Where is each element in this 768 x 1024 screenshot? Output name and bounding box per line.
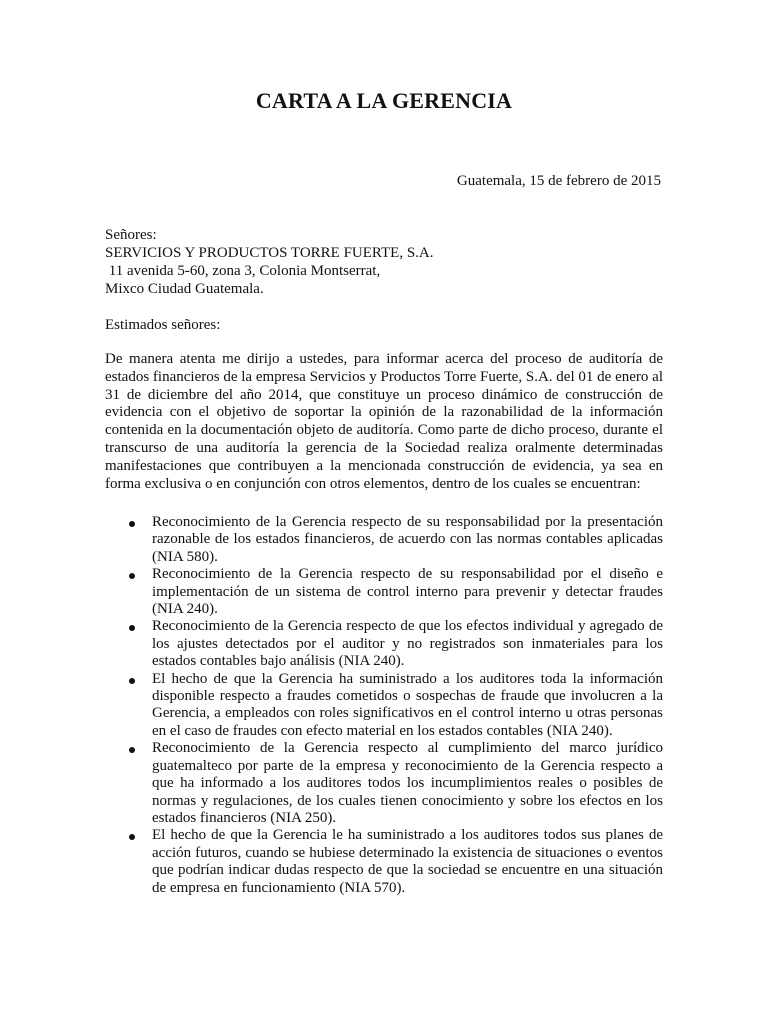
bullet-icon: [129, 625, 135, 631]
list-item-text: El hecho de que la Gerencia le ha suministrado a los auditores todos sus planes de acción futuros, cuando se hubiese determinado la existencia de situaciones o eventos que podrían indicar dudas respecto de que la sociedad se encuentre en una situación de empresa en funcionamiento (NIA 570).: [152, 827, 663, 896]
list-item-text: Reconocimiento de la Gerencia respecto de que los efectos individual y agregado de los ajustes detectados por el auditor y no registrados son inmateriales para los estados contables bajo análisis (NIA 240).: [152, 618, 663, 670]
list-item: [105, 827, 663, 897]
bullet-list: [105, 514, 663, 897]
bullet-icon: [129, 678, 135, 684]
list-item: [105, 671, 663, 741]
list-item: [105, 566, 663, 618]
bullet-icon: [129, 834, 135, 840]
list-item-text: El hecho de que la Gerencia ha suministrado a los auditores toda la información disponible respecto a fraudes cometidos o sospechas de fraude que involucren a la Gerencia, a empleados con roles significativos en el control interno u otras personas en el caso de fraudes con efecto material en los estados contables (NIA 240).: [152, 670, 663, 739]
list-item: [105, 514, 663, 566]
recipient-city: Mixco Ciudad Guatemala.: [105, 281, 264, 297]
recipient-address: 11 avenida 5-60, zona 3, Colonia Montserrat,: [105, 263, 381, 279]
page-title: CARTA A LA GERENCIA: [255, 88, 513, 113]
list-item: [105, 740, 663, 827]
recipient-greeting: Señores:: [105, 227, 157, 243]
salutation: Estimados señores:: [105, 317, 221, 333]
recipient-block: [105, 226, 434, 298]
bullet-icon: [129, 521, 135, 527]
body-paragraph: De manera atenta me dirijo a ustedes, para informar acerca del proceso de auditoría de estados financieros de la empresa Servicios y Productos Torre Fuerte, S.A. del 01 de enero al 31 de diciembre del año 2014, que constituye un proceso dinámico de construcción de evidencia con el objetivo de soportar la opinión de la razonabilidad de la información contenida en la documentación objeto de auditoría. Como parte de dicho proceso, durante el transcurso de una auditoría la gerencia de la Sociedad realiza oralmente determinadas manifestaciones que contribuyen a la mencionada construcción de evidencia, ya sea en forma exclusiva o en conjunción con otros elementos, dentro de los cuales se encuentran:: [105, 351, 663, 492]
bullet-icon: [129, 747, 135, 753]
list-item-text: Reconocimiento de la Gerencia respecto de su responsabilidad por la presentación razonable de los estados financieros, de acuerdo con las normas contables aplicadas (NIA 580).: [152, 514, 663, 565]
list-item-text: Reconocimiento de la Gerencia respecto al cumplimiento del marco jurídico guatemalteco por parte de la empresa y reconocimiento de la Gerencia respecto a que ha informado a los auditores todos los incumplimientos reales o posibles de normas y regulaciones, de los cuales tienen conocimiento y sobre los efectos en los estados financieros (NIA 250).: [152, 740, 663, 826]
date-line: Guatemala, 15 de febrero de 2015: [456, 173, 661, 189]
list-item-text: Reconocimiento de la Gerencia respecto de su responsabilidad por el diseño e implementación de un sistema de control interno para prevenir y detectar fraudes (NIA 240).: [152, 566, 663, 618]
recipient-company: SERVICIOS Y PRODUCTOS TORRE FUERTE, S.A.: [105, 245, 434, 261]
bullet-icon: [129, 573, 135, 579]
list-item: [105, 618, 663, 670]
